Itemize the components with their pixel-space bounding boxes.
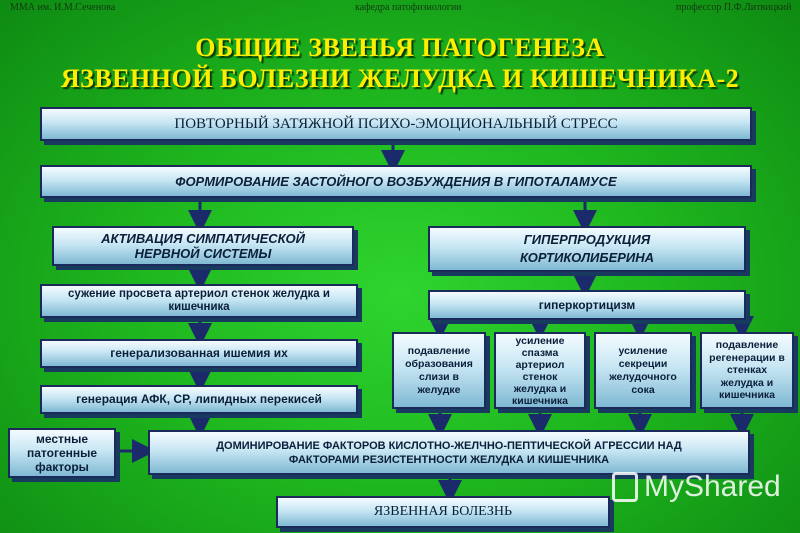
node-hypothalamus: ФОРМИРОВАНИЕ ЗАСТОЙНОГО ВОЗБУЖДЕНИЯ В ГИПОТАЛАМУСЕ [40, 165, 752, 198]
node-afk: генерация АФК, СР, липидных перекисей [40, 385, 358, 414]
presentation-icon [612, 472, 638, 502]
node-ischemia: генерализованная ишемия их [40, 339, 358, 368]
node-regeneration: подавление регенерации в стенках желудка и кишечника [700, 332, 794, 409]
node-ulcer: ЯЗВЕННАЯ БОЛЕЗНЬ [276, 496, 610, 528]
header-center: кафедра патофизиологии [355, 2, 462, 13]
node-secretion: усиление секреции желудочного сока [594, 332, 692, 409]
node-corticoliberin: ГИПЕРПРОДУКЦИЯ КОРТИКОЛИБЕРИНА [428, 226, 746, 272]
header-left: ММА им. И.М.Сеченова [10, 2, 116, 13]
watermark-logo [612, 470, 781, 504]
header-right: профессор П.Ф.Литвицкий [676, 2, 792, 13]
node-mucus: подавление образования слизи в желудке [392, 332, 486, 409]
title-line2: ЯЗВЕННОЙ БОЛЕЗНИ ЖЕЛУДКА И КИШЕЧНИКА-2 [60, 64, 740, 93]
node-stress: ПОВТОРНЫЙ ЗАТЯЖНОЙ ПСИХО-ЭМОЦИОНАЛЬНЫЙ СТРЕСС [40, 107, 752, 141]
node-local: местные патогенные факторы [8, 428, 116, 478]
node-hypercorticism: гиперкортицизм [428, 290, 746, 320]
node-narrowing: сужение просвета артериол стенок желудка и кишечника [40, 284, 358, 318]
title-line1: ОБЩИЕ ЗВЕНЬЯ ПАТОГЕНЕЗА [195, 33, 605, 62]
watermark-text: MyShared [644, 470, 781, 503]
node-dominance: ДОМИНИРОВАНИЕ ФАКТОРОВ КИСЛОТНО-ЖЕЛЧНО-ПЕПТИЧЕСКОЙ АГРЕССИИ НАД ФАКТОРАМИ РЕЗИСТЕНТНОСТИ ЖЕЛУДКА И КИШЕЧНИКА [148, 430, 750, 475]
node-sympathetic: АКТИВАЦИЯ СИМПАТИЧЕСКОЙ НЕРВНОЙ СИСТЕМЫ [52, 226, 354, 266]
node-spasm: усиление спазма артериол стенок желудка и кишечника [494, 332, 586, 409]
